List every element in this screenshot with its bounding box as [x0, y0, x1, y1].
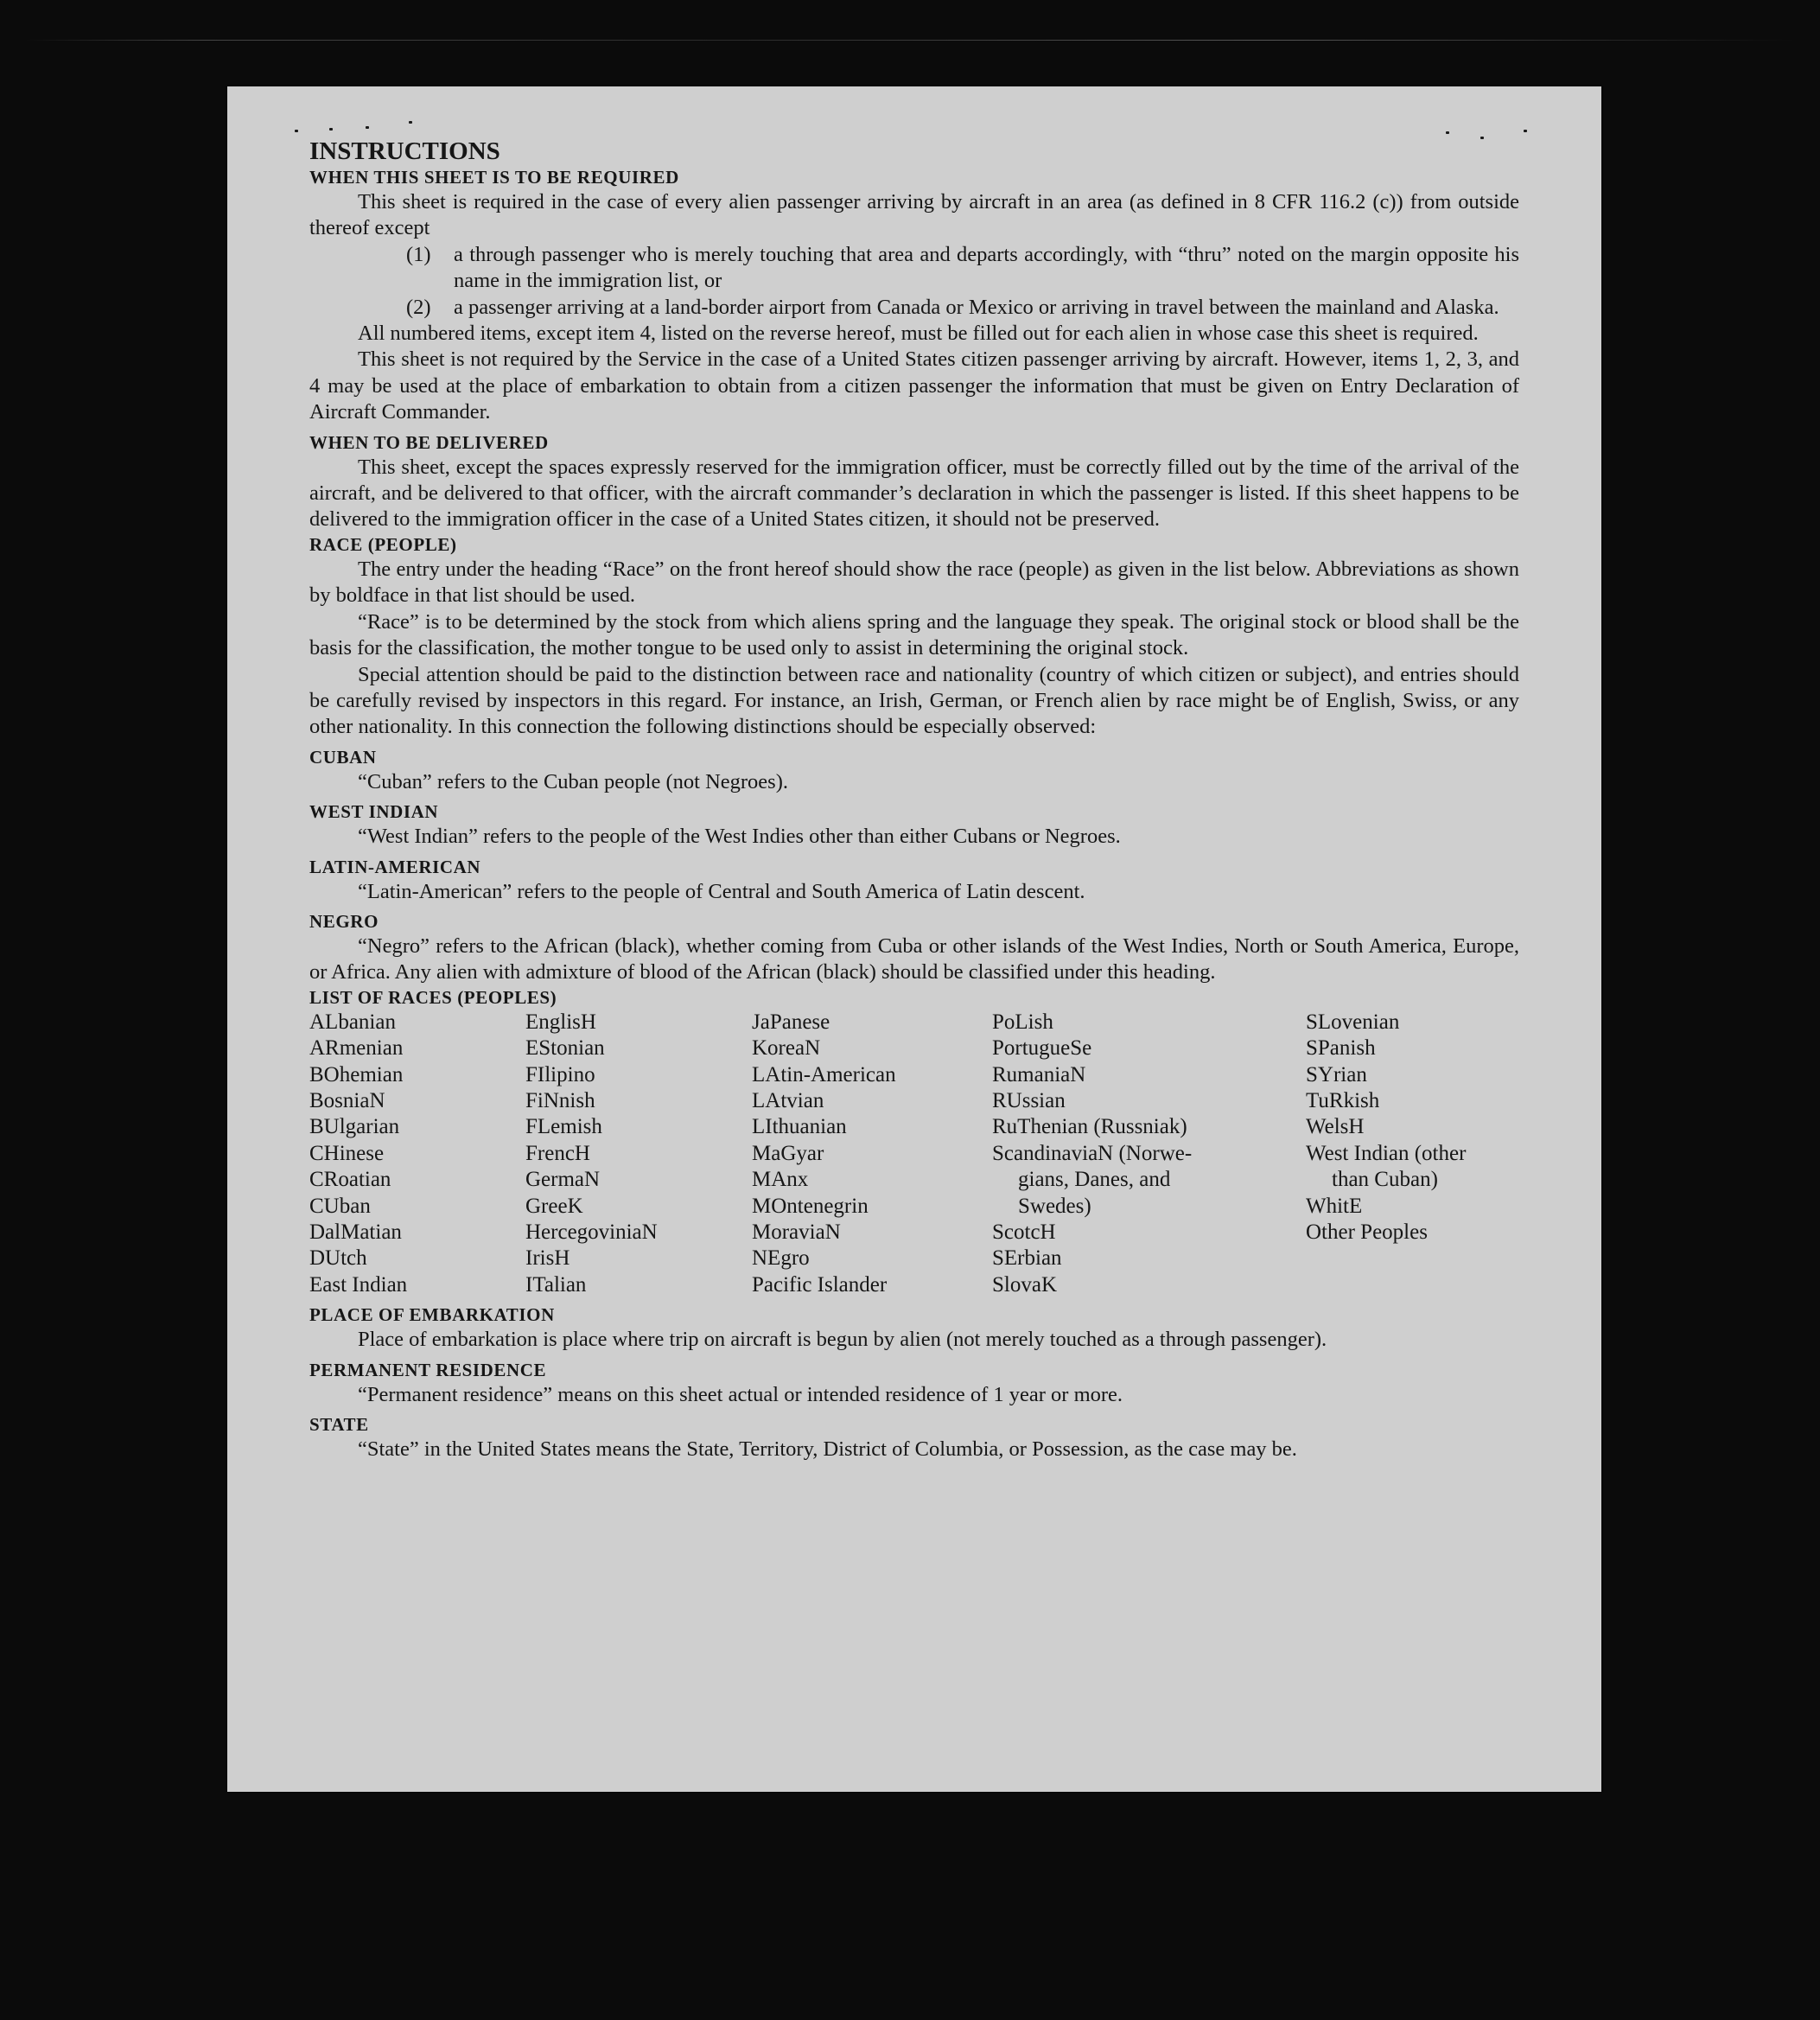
- scan-speck: [1524, 130, 1527, 132]
- race-entry-continuation: gians, Danes, and: [1018, 1168, 1171, 1192]
- race-entry: EnglisH: [525, 1010, 596, 1034]
- race-entry: RumaniaN: [992, 1062, 1086, 1086]
- para-when-required-1: This sheet is required in the case of every alien passenger arriving by aircraft in an area (as defined in 8 CFR 116.2 (c)) from outside thereof except: [309, 190, 1519, 240]
- scan-speck: [295, 130, 298, 132]
- race-entry: EStonian: [525, 1036, 605, 1061]
- race-column: [1306, 1010, 1519, 1298]
- races-list: [309, 1010, 1519, 1298]
- race-column: [752, 1010, 992, 1298]
- heading-permanent-residence: PERMANENT RESIDENCE: [309, 1359, 547, 1380]
- race-entry: Pacific Islander: [752, 1272, 888, 1297]
- race-entry: MoraviaN: [752, 1220, 841, 1244]
- race-entry: BosniaN: [309, 1088, 385, 1112]
- heading-race: RACE (PEOPLE): [309, 533, 457, 555]
- scan-speck: [409, 121, 412, 124]
- race-entry: RUssian: [992, 1088, 1066, 1112]
- race-entry: West Indian (other: [1306, 1141, 1467, 1165]
- race-entry-continuation: than Cuban): [1332, 1168, 1438, 1192]
- race-entry: TuRkish: [1306, 1088, 1380, 1112]
- race-entry: HercegoviniaN: [525, 1220, 658, 1244]
- race-entry: FIlipino: [525, 1062, 595, 1086]
- race-entry: CUban: [309, 1194, 371, 1218]
- race-entry: SYrian: [1306, 1062, 1367, 1086]
- exception-item: [309, 295, 1519, 321]
- scan-speck: [366, 126, 369, 129]
- race-entry: FiNnish: [525, 1088, 595, 1112]
- race-entry: MAnx: [752, 1168, 809, 1192]
- race-entry: GreeK: [525, 1194, 583, 1218]
- race-entry: ARmenian: [309, 1036, 404, 1061]
- race-entry: DUtch: [309, 1246, 367, 1271]
- document-sheet: [227, 86, 1601, 1792]
- race-entry: DalMatian: [309, 1220, 402, 1244]
- scan-speck: [329, 128, 333, 131]
- para-permanent-residence: “Permanent residence” means on this sheet actual or intended residence of 1 year or more.: [358, 1382, 1123, 1406]
- race-entry: FLemish: [525, 1115, 602, 1139]
- heading-negro: NEGRO: [309, 910, 379, 932]
- race-entry: BOhemian: [309, 1062, 404, 1086]
- race-entry: MOntenegrin: [752, 1194, 869, 1218]
- race-entry: CRoatian: [309, 1168, 391, 1192]
- heading-when-required: WHEN THIS SHEET IS TO BE REQUIRED: [309, 167, 679, 188]
- race-entry: ScandinaviaN (Norwe-: [992, 1141, 1193, 1165]
- para-place-of-embarkation: Place of embarkation is place where trip on aircraft is begun by alien (not merely touched as a through passenger).: [358, 1328, 1327, 1352]
- race-column: [309, 1010, 525, 1298]
- para-race-2: “Race” is to be determined by the stock from which aliens spring and the language they speak. The original stock or blood shall be the basis for the classification, the mother tongue to be used only to assist in determining the original stock.: [309, 609, 1519, 660]
- heading-list-of-races: LIST OF RACES (PEOPLES): [309, 986, 557, 1008]
- para-when-required-3: This sheet is not required by the Service in the case of a United States citizen passenger arriving by aircraft. However, items 1, 2, 3, and 4 may be used at the place of embarkation to obtain from a citizen passenger the information that must be given on Entry Declaration of Aircraft Commander.: [309, 347, 1519, 424]
- race-entry: WelsH: [1306, 1115, 1365, 1139]
- race-entry: LIthuanian: [752, 1115, 847, 1139]
- exception-item: [309, 242, 1519, 295]
- para-when-required-2: All numbered items, except item 4, listed on the reverse hereof, must be filled out for each alien in whose case this sheet is required.: [358, 322, 1479, 346]
- para-state: “State” in the United States means the State, Territory, District of Columbia, or Possession, as the case may be.: [358, 1437, 1297, 1462]
- heading-place-of-embarkation: PLACE OF EMBARKATION: [309, 1304, 555, 1326]
- race-entry: JaPanese: [752, 1010, 830, 1034]
- race-entry: KoreaN: [752, 1036, 821, 1061]
- heading-state: STATE: [309, 1414, 369, 1436]
- race-entry: East Indian: [309, 1272, 408, 1297]
- race-entry: RuThenian (Russniak): [992, 1115, 1187, 1139]
- scan-edge-line: [26, 40, 1794, 41]
- race-entry: PortugueSe: [992, 1036, 1092, 1061]
- exception-number: (2): [406, 295, 431, 319]
- race-entry: SErbian: [992, 1246, 1062, 1271]
- race-entry: SlovaK: [992, 1272, 1057, 1297]
- race-entry: LAtvian: [752, 1088, 824, 1112]
- heading-latin-american: LATIN-AMERICAN: [309, 856, 481, 877]
- race-entry: FrencH: [525, 1141, 590, 1165]
- race-entry: IrisH: [525, 1246, 570, 1271]
- para-race-3: Special attention should be paid to the distinction between race and nationality (country of which citizen or subject), and entries should be carefully revised by inspectors in this regard. For instance, an Irish, German, or French alien by race might be of English, Swiss, or any other nationality. In this connection the following distinctions should be especially observed:: [309, 662, 1519, 739]
- race-entry: CHinese: [309, 1141, 385, 1165]
- race-entry: PoLish: [992, 1010, 1053, 1034]
- para-negro: “Negro” refers to the African (black), whether coming from Cuba or other islands of the West Indies, North or South America, Europe, or Africa. Any alien with admixture of blood of the African (black) should be classified under this heading.: [309, 934, 1519, 985]
- heading-cuban: CUBAN: [309, 746, 377, 768]
- race-entry: WhitE: [1306, 1194, 1363, 1218]
- race-entry: ScotcH: [992, 1220, 1056, 1244]
- race-entry: MaGyar: [752, 1141, 824, 1165]
- race-entry: LAtin-American: [752, 1062, 896, 1086]
- race-entry: ITalian: [525, 1272, 587, 1297]
- scan-speck: [1446, 131, 1449, 134]
- race-entry: BUlgarian: [309, 1115, 400, 1139]
- race-entry-continuation: Swedes): [1018, 1194, 1091, 1218]
- instructions-body: [309, 137, 1519, 1462]
- race-entry: SPanish: [1306, 1036, 1376, 1061]
- race-entry: ALbanian: [309, 1010, 396, 1034]
- heading-west-indian: WEST INDIAN: [309, 801, 439, 823]
- para-race-1: The entry under the heading “Race” on the front hereof should show the race (people) as given in the list below. Abbreviations as shown by boldface in that list should be used.: [309, 557, 1519, 608]
- page-title: INSTRUCTIONS: [309, 137, 500, 165]
- race-entry: Other Peoples: [1306, 1220, 1428, 1244]
- para-latin-american: “Latin-American” refers to the people of Central and South America of Latin descent.: [358, 879, 1085, 903]
- exception-text: a through passenger who is merely touching that area and departs accordingly, with “thru” noted on the margin opposite his name in the immigration list, or: [454, 242, 1519, 293]
- exception-number: (1): [406, 242, 431, 266]
- race-column: [992, 1010, 1306, 1298]
- para-cuban: “Cuban” refers to the Cuban people (not Negroes).: [358, 769, 788, 793]
- race-entry: NEgro: [752, 1246, 810, 1271]
- race-column: [525, 1010, 752, 1298]
- exception-text: a passenger arriving at a land-border airport from Canada or Mexico or arriving in travel between the mainland and Alaska.: [454, 295, 1499, 319]
- race-entry: SLovenian: [1306, 1010, 1400, 1034]
- para-when-delivered: This sheet, except the spaces expressly reserved for the immigration officer, must be correctly filled out by the time of the arrival of the aircraft, and be delivered to that officer, with the aircraft commander’s declaration in which the passenger is listed. If this sheet happens to be delivered to the immigration officer in the case of a United States citizen, it should not be preserved.: [309, 455, 1519, 532]
- heading-when-delivered: WHEN TO BE DELIVERED: [309, 431, 549, 453]
- para-west-indian: “West Indian” refers to the people of the West Indies other than either Cubans or Negroes.: [358, 825, 1121, 849]
- race-entry: GermaN: [525, 1168, 601, 1192]
